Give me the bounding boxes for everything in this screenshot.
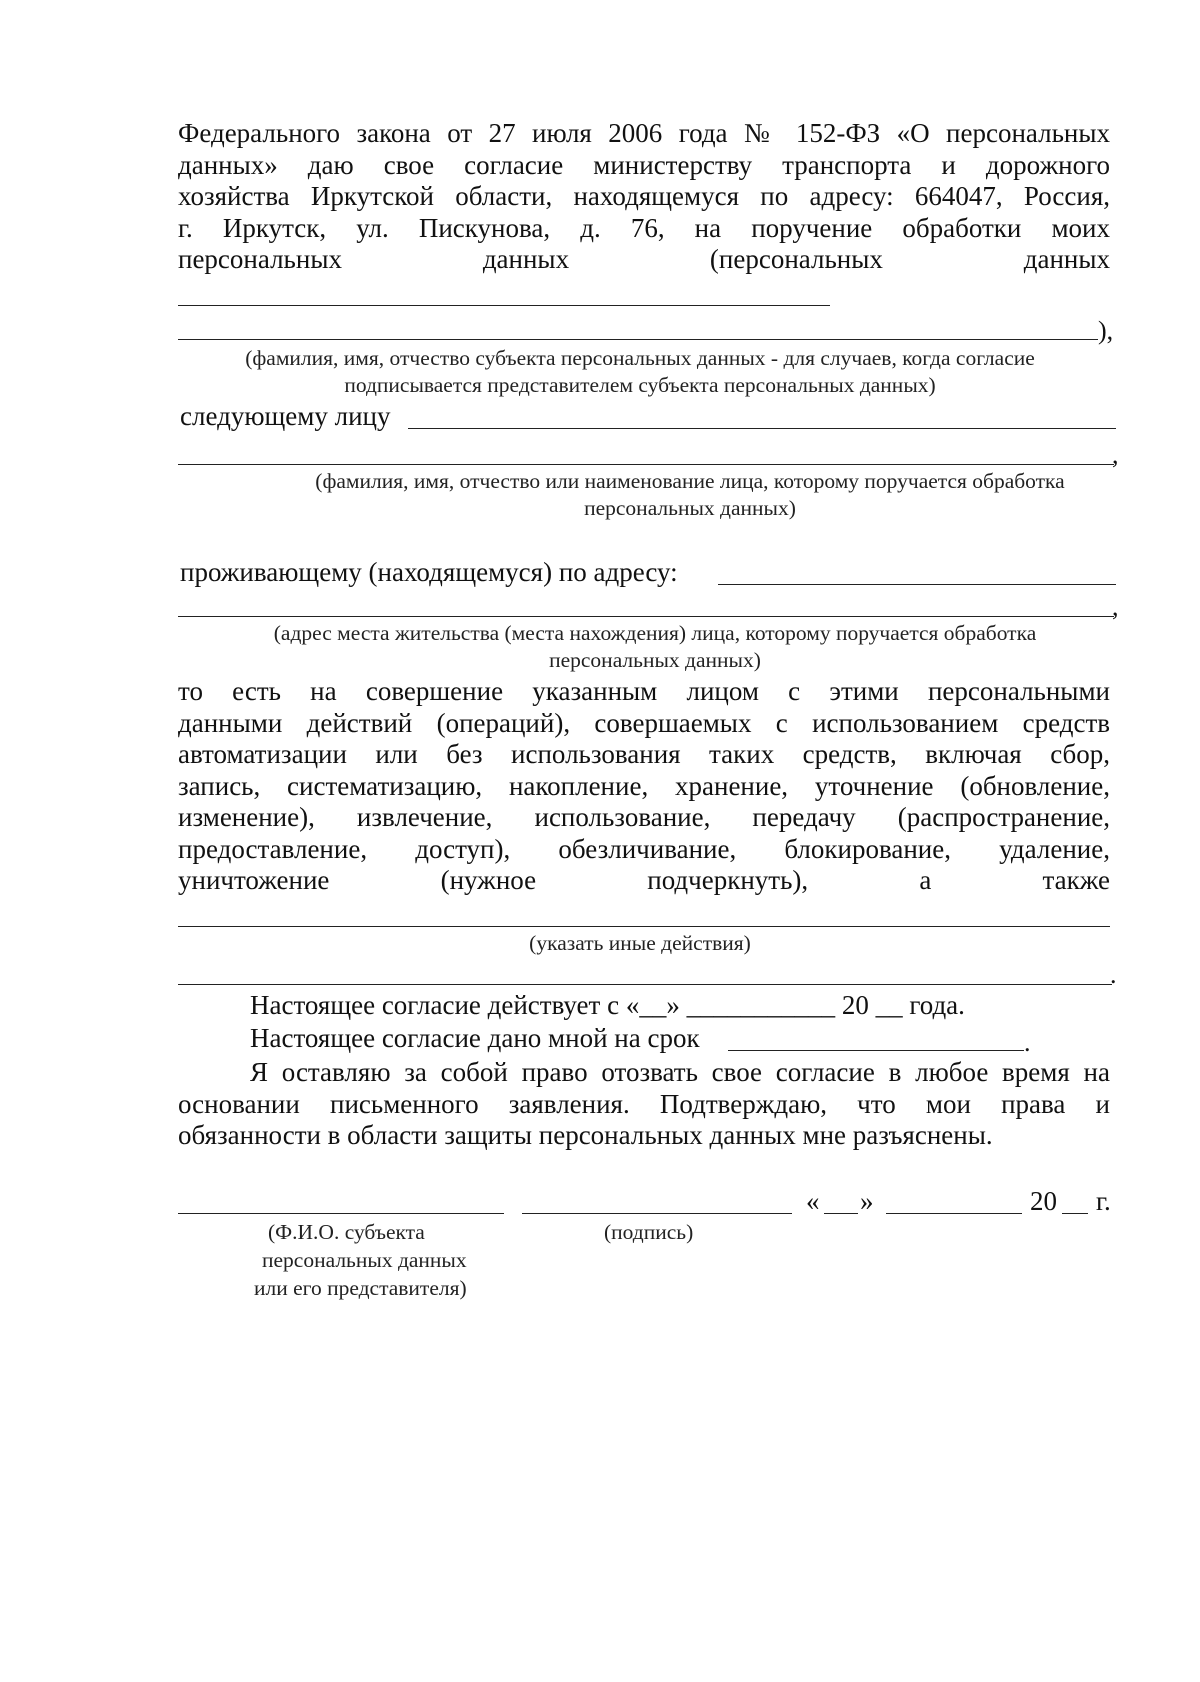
date-year-prefix: 20 bbox=[1030, 1186, 1057, 1216]
intro-line: данных» даю свое согласие министерству транспорта и дорожного bbox=[178, 149, 1110, 180]
fio-caption-line: персональных данных bbox=[262, 1248, 467, 1272]
person-name-field-2[interactable] bbox=[178, 464, 1114, 465]
valid-from-line: Настоящее согласие действует с «__» ___________ 20 __ года. bbox=[250, 990, 965, 1020]
subject-name-field-1[interactable] bbox=[178, 305, 830, 306]
date-month-field[interactable] bbox=[886, 1213, 1022, 1214]
intro-paragraph bbox=[178, 118, 1110, 276]
intro-line: г. Иркутск, ул. Пискунова, д. 76, на поручение обработки моих bbox=[178, 212, 1110, 243]
revoke-line: Я оставляю за собой право отозвать свое согласие в любое время на bbox=[250, 1057, 1110, 1087]
actions-paragraph bbox=[178, 676, 1110, 897]
other-actions-field-2[interactable] bbox=[178, 984, 1112, 985]
revoke-line: обязанности в области защиты персональных данных мне разъяснены. bbox=[178, 1120, 993, 1150]
person-label: следующему лицу bbox=[180, 401, 391, 431]
term-end: . bbox=[1024, 1028, 1031, 1057]
other-actions-caption: (указать иные действия) bbox=[529, 931, 751, 955]
address-field-2[interactable] bbox=[178, 616, 1114, 617]
other-actions-field-1[interactable] bbox=[178, 926, 1110, 927]
intro-line: хозяйства Иркутской области, находящемуся по адресу: 664047, Россия, bbox=[178, 181, 1110, 211]
person-name-field-1[interactable] bbox=[408, 428, 1116, 429]
address-label: проживающему (находящемуся) по адресу: bbox=[180, 557, 678, 587]
intro-line: персональных данных (персональных данных bbox=[178, 244, 1110, 274]
actions-line: автоматизации или без использования таких средств, включая сбор, bbox=[178, 739, 1110, 769]
subject-close-paren: ), bbox=[1098, 316, 1114, 345]
signature-field[interactable] bbox=[522, 1213, 792, 1214]
term-field[interactable] bbox=[728, 1050, 1024, 1051]
person-comma: , bbox=[1112, 440, 1119, 469]
address-comma: , bbox=[1112, 592, 1119, 621]
fio-field[interactable] bbox=[178, 1213, 504, 1214]
person-caption: (фамилия, имя, отчество или наименование лица, которому поручается обработка персональных данных) bbox=[315, 469, 1065, 520]
date-day-field[interactable] bbox=[824, 1213, 858, 1214]
date-year-suffix: г. bbox=[1096, 1186, 1111, 1216]
date-close-quote: » bbox=[860, 1186, 874, 1216]
revoke-line: основании письменного заявления. Подтверждаю, что мои права и bbox=[178, 1088, 1110, 1119]
other-actions-period: . bbox=[1110, 960, 1117, 989]
subject-caption: (фамилия, имя, отчество субъекта персональных данных - для случаев, когда согласие подписывается представителем субъекта персональных данных) bbox=[245, 346, 1035, 397]
actions-line: предоставление, доступ), обезличивание, блокирование, удаление, bbox=[178, 833, 1110, 864]
intro-line: Федерального закона от 27 июля 2006 года № 152-ФЗ «О персональных bbox=[178, 118, 1110, 148]
address-field-1[interactable] bbox=[718, 584, 1116, 585]
actions-line: запись, систематизацию, накопление, хранение, уточнение (обновление, bbox=[178, 770, 1110, 801]
actions-line: данными действий (операций), совершаемых с использованием средств bbox=[178, 707, 1110, 738]
actions-line: то есть на совершение указанным лицом с этими персональными bbox=[178, 676, 1110, 706]
term-label: Настоящее согласие дано мной на срок bbox=[250, 1023, 700, 1053]
address-caption: (адрес места жительства (места нахождения) лица, которому поручается обработка персональных данных) bbox=[273, 621, 1037, 672]
signature-caption: (подпись) bbox=[604, 1220, 694, 1244]
subject-name-field-2[interactable] bbox=[178, 339, 1098, 340]
fio-caption-line: (Ф.И.О. субъекта bbox=[268, 1220, 425, 1244]
fio-caption-line: или его представителя) bbox=[254, 1276, 467, 1300]
date-open-quote: « bbox=[806, 1186, 820, 1216]
date-year-field[interactable] bbox=[1062, 1213, 1088, 1214]
actions-line: изменение), извлечение, использование, передачу (распространение, bbox=[178, 802, 1110, 832]
actions-line: уничтожение (нужное подчеркнуть), а также bbox=[178, 865, 1110, 895]
revoke-paragraph bbox=[178, 1057, 1110, 1152]
